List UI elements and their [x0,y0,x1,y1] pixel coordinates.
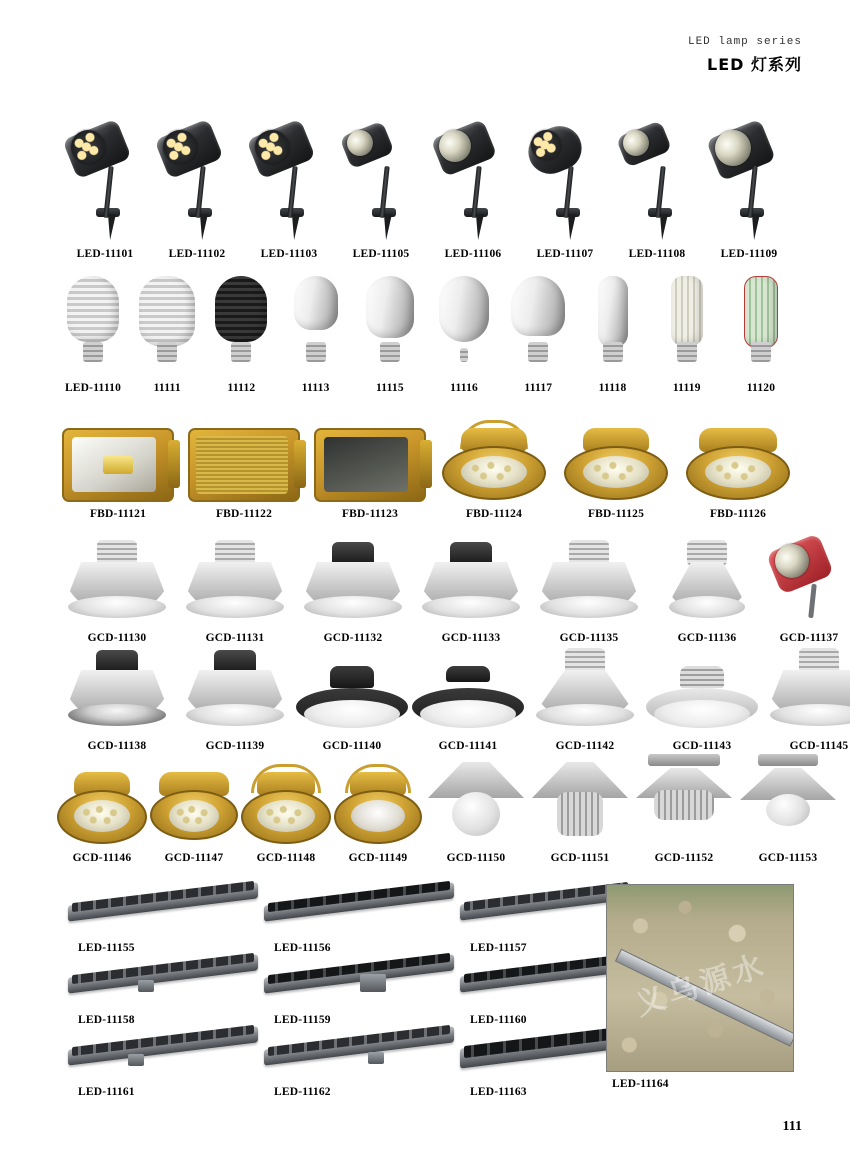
product-code: GCD-11130 [87,632,147,644]
led-bulb-icon [507,272,569,376]
product-code: FBD-11126 [709,508,767,520]
led-bulb-icon [359,272,421,376]
product-cell[interactable] [424,754,528,864]
floodlight-icon [62,428,174,502]
product-cell[interactable] [433,272,495,394]
spot-light-icon [706,120,792,242]
ufo-highbay-icon [644,660,760,734]
product-cell[interactable] [210,272,272,394]
spot-light-icon [154,120,240,242]
highbay-bail-icon [632,754,736,846]
product-code: GCD-11143 [672,740,732,752]
led-bulb-icon [62,272,124,376]
product-code: LED-11103 [260,248,318,260]
product-cell[interactable] [644,660,760,752]
product-cell[interactable] [68,950,264,1026]
product-code: GCD-11133 [441,632,501,644]
highbay-icon [294,540,412,626]
explosion-proof-dome-icon [56,770,148,846]
led-bulb-icon [433,272,495,376]
product-code: GCD-11150 [446,852,506,864]
product-cell[interactable] [68,1022,264,1098]
product-cell[interactable] [176,648,294,752]
product-cell[interactable] [246,120,332,260]
product-code: LED-11157 [470,942,527,954]
product-code: FBD-11125 [587,508,645,520]
product-code: LED-11107 [536,248,594,260]
product-code: GCD-11132 [323,632,383,644]
product-code: GCD-11149 [348,852,408,864]
photo-cell[interactable] [606,884,794,1090]
product-cell[interactable] [332,770,424,864]
product-code: LED-11156 [274,942,331,954]
product-cell[interactable] [188,428,300,520]
product-code: GCD-11153 [758,852,818,864]
highbay-icon [58,540,176,626]
product-code: LED-11158 [78,1014,135,1026]
product-cell[interactable] [359,272,421,394]
product-cell[interactable] [730,272,792,394]
spot-light-icon [522,120,608,242]
product-code: 11118 [598,382,627,394]
highbay-cone-icon [648,540,766,626]
product-cell[interactable] [176,540,294,644]
product-cell[interactable] [440,426,548,520]
hanging-lantern-icon [528,754,632,846]
product-code: GCD-11135 [559,632,619,644]
product-code: GCD-11136 [677,632,737,644]
wall-washer-icon [68,878,264,936]
product-cell[interactable] [148,770,240,864]
product-code: LED-11163 [470,1086,527,1098]
header-english-title: LED lamp series [687,36,802,48]
product-cell[interactable] [736,754,840,864]
product-code: GCD-11141 [438,740,498,752]
wall-washer-icon [68,1022,264,1080]
led-bulb-icon [210,272,272,376]
row-spot-lights [62,100,792,260]
product-cell[interactable] [706,120,792,260]
product-cell[interactable] [522,120,608,260]
wall-washer-icon [264,878,460,936]
product-cell[interactable] [410,660,526,752]
spot-light-icon [338,120,424,242]
product-cell[interactable] [294,540,412,644]
product-code: GCD-11148 [256,852,316,864]
product-code: GCD-11145 [789,740,849,752]
product-code: LED-11105 [352,248,410,260]
product-code: LED-11160 [470,1014,527,1026]
product-cell[interactable] [136,272,198,394]
installation-photo [606,884,794,1072]
photo-watermark: 义乌源水 [631,947,772,1023]
highbay-icon [58,648,176,734]
product-cell[interactable] [766,534,850,644]
product-code: 11117 [524,382,553,394]
wall-washer-icon [264,1022,460,1080]
corn-bulb-icon [730,272,792,376]
product-code: GCD-11142 [555,740,615,752]
product-cell[interactable] [56,770,148,864]
page-number: 111 [782,1119,802,1134]
product-code: 11116 [450,382,479,394]
product-code: FBD-11124 [465,508,523,520]
product-code: LED-11102 [168,248,226,260]
product-code: GCD-11138 [87,740,147,752]
product-code: 11113 [301,382,330,394]
led-bulb-icon [582,272,644,376]
wall-washer-icon [68,950,264,1008]
row-bulbs [62,272,792,394]
product-code: LED-11161 [78,1086,135,1098]
product-code: GCD-11151 [550,852,610,864]
product-code: LED-11155 [78,942,135,954]
product-cell[interactable] [656,272,718,394]
page-header [688,36,802,75]
product-cell[interactable] [507,272,569,394]
product-cell[interactable] [582,272,644,394]
explosion-proof-dome-icon [240,770,332,846]
product-cell[interactable] [58,648,176,752]
highbay-icon [412,540,530,626]
product-code: GCD-11137 [779,632,839,644]
product-cell[interactable] [430,120,516,260]
product-code: FBD-11123 [341,508,399,520]
highbay-bail-icon [736,754,840,846]
row-wallwasher-1 [68,886,588,954]
spot-light-icon [246,120,332,242]
highbay-icon [530,540,648,626]
explosion-proof-dome-icon [332,770,424,846]
product-cell[interactable] [562,426,670,520]
corn-bulb-icon [656,272,718,376]
ufo-highbay-icon [294,660,410,734]
product-cell[interactable] [530,540,648,644]
wall-washer-icon [264,950,460,1008]
product-cell[interactable] [62,120,148,260]
row-floodlights [62,412,792,520]
product-cell[interactable] [264,950,460,1026]
product-cell[interactable] [285,272,347,394]
product-code: GCD-11152 [654,852,714,864]
product-code: LED-11108 [628,248,686,260]
product-cell[interactable] [154,120,240,260]
product-code: GCD-11139 [205,740,265,752]
spot-light-icon [614,120,700,242]
product-cell[interactable] [68,878,264,954]
product-cell[interactable] [62,272,124,394]
spot-light-icon [62,120,148,242]
product-cell[interactable] [684,426,792,520]
product-code: LED-11101 [76,248,134,260]
product-cell[interactable] [294,660,410,752]
explosion-proof-dome-icon [148,770,240,846]
row-highbay-1 [58,536,839,644]
product-cell[interactable] [264,878,460,954]
product-cell[interactable] [648,540,766,644]
explosion-proof-dome-icon [562,426,670,502]
product-code: FBD-11121 [89,508,147,520]
product-code: GCD-11146 [72,852,132,864]
product-cell[interactable] [58,540,176,644]
ufo-highbay-icon [410,660,526,734]
led-bulb-icon [136,272,198,376]
product-cell[interactable] [760,648,850,752]
product-cell[interactable] [412,540,530,644]
product-cell[interactable] [632,754,736,864]
row-wallwasher-3 [68,1030,588,1098]
hanging-lantern-icon [424,754,528,846]
spot-light-icon [430,120,516,242]
product-code: GCD-11147 [164,852,224,864]
highbay-cone-icon [526,648,644,734]
product-code: LED-11164 [612,1078,669,1090]
floodlight-icon [314,428,426,502]
product-cell[interactable] [240,770,332,864]
explosion-proof-dome-icon [440,426,548,502]
product-cell[interactable] [338,120,424,260]
product-code: LED-11162 [274,1086,331,1098]
product-cell[interactable] [264,1022,460,1098]
product-code: GCD-11131 [205,632,265,644]
product-code: LED-11106 [444,248,502,260]
highbay-icon [760,648,850,734]
product-code: 11119 [672,382,701,394]
product-code: LED-11109 [720,248,778,260]
product-code: FBD-11122 [215,508,273,520]
explosion-proof-dome-icon [684,426,792,502]
product-code: 11112 [227,382,256,394]
product-code: LED-11110 [64,382,122,394]
floodlight-icon [188,428,300,502]
row-wallwasher-2 [68,958,588,1026]
red-spot-light-icon [766,534,850,626]
row-highbay-3 [56,756,818,864]
product-code: LED-11159 [274,1014,331,1026]
product-cell[interactable] [614,120,700,260]
header-chinese-title: LED 灯系列 [707,55,802,74]
product-cell[interactable] [314,428,426,520]
led-bulb-icon [285,272,347,376]
highbay-icon [176,648,294,734]
product-code: 11115 [375,382,404,394]
product-code: GCD-11140 [322,740,382,752]
product-cell[interactable] [62,428,174,520]
product-cell[interactable] [526,648,644,752]
product-code: 11120 [746,382,776,394]
row-highbay-2 [58,644,849,752]
product-code: 11111 [153,382,181,394]
product-cell[interactable] [528,754,632,864]
highbay-icon [176,540,294,626]
